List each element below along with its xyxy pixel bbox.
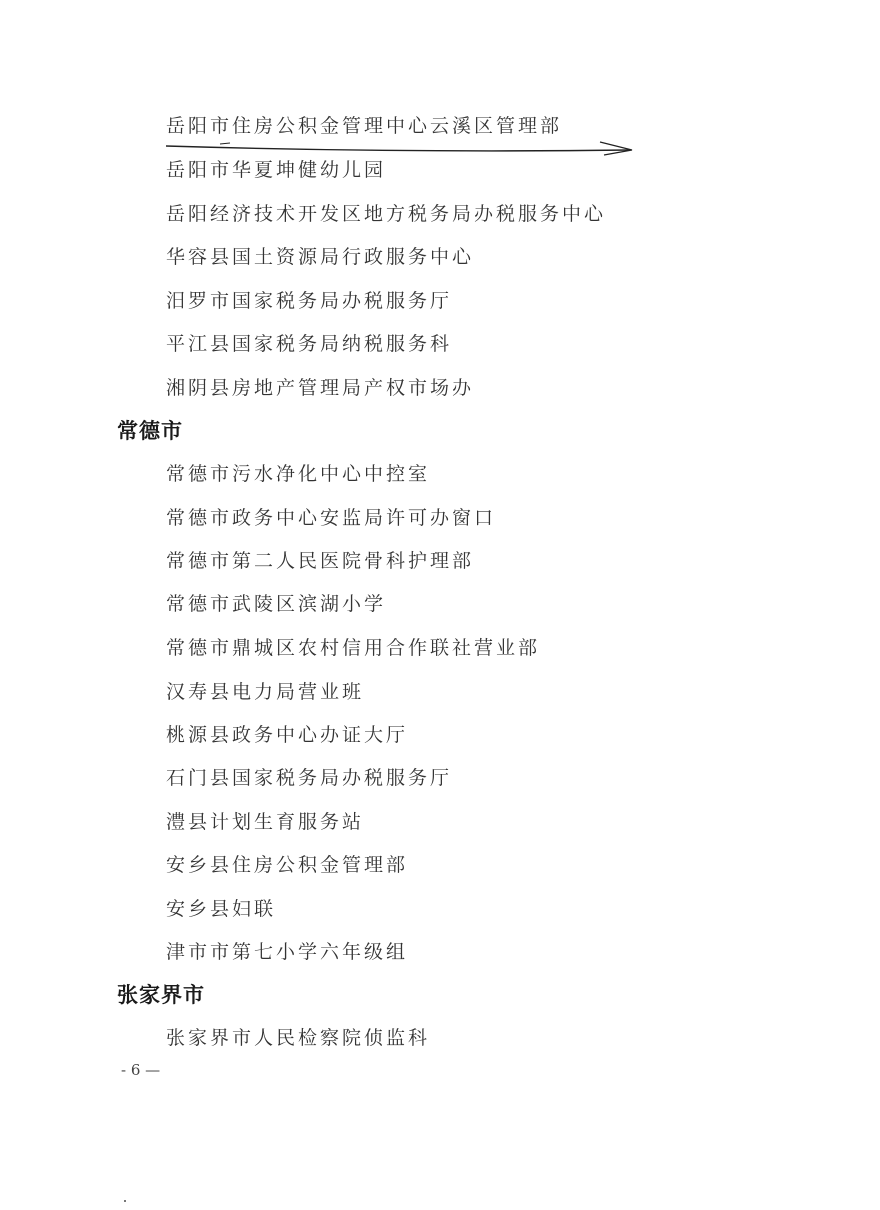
section-heading-changde: 常德市 (117, 419, 183, 443)
list-item: 津市市第七小学六年级组 (166, 941, 409, 963)
list-item: 安乡县妇联 (166, 898, 277, 920)
list-item: 石门县国家税务局办税服务厅 (166, 767, 453, 789)
list-item: 华容县国土资源局行政服务中心 (166, 246, 475, 268)
list-item: 常德市政务中心安监局许可办窗口 (166, 507, 497, 529)
list-item: 岳阳市华夏坤健幼儿园 (166, 159, 387, 181)
list-item: 澧县计划生育服务站 (166, 811, 365, 833)
list-item: 常德市鼎城区农村信用合作联社营业部 (166, 637, 541, 659)
scan-speck (124, 1200, 126, 1202)
page-number: - 6 — (121, 1061, 161, 1079)
list-item: 常德市污水净化中心中控室 (166, 463, 431, 485)
list-item: 湘阴县房地产管理局产权市场办 (166, 377, 475, 399)
section-heading-zhangjiajie: 张家界市 (117, 983, 205, 1007)
list-item: 安乡县住房公积金管理部 (166, 854, 409, 876)
list-item: 常德市武陵区滨湖小学 (166, 593, 387, 615)
list-item: 汉寿县电力局营业班 (166, 681, 365, 703)
list-item: 汨罗市国家税务局办税服务厅 (166, 290, 453, 312)
list-item: 张家界市人民检察院侦监科 (166, 1027, 431, 1049)
list-item: 常德市第二人民医院骨科护理部 (166, 550, 475, 572)
list-item: 岳阳市住房公积金管理中心云溪区管理部 (166, 115, 563, 137)
list-item: 桃源县政务中心办证大厅 (166, 724, 409, 746)
list-item: 岳阳经济技术开发区地方税务局办税服务中心 (166, 203, 607, 225)
list-item: 平江县国家税务局纳税服务科 (166, 333, 453, 355)
